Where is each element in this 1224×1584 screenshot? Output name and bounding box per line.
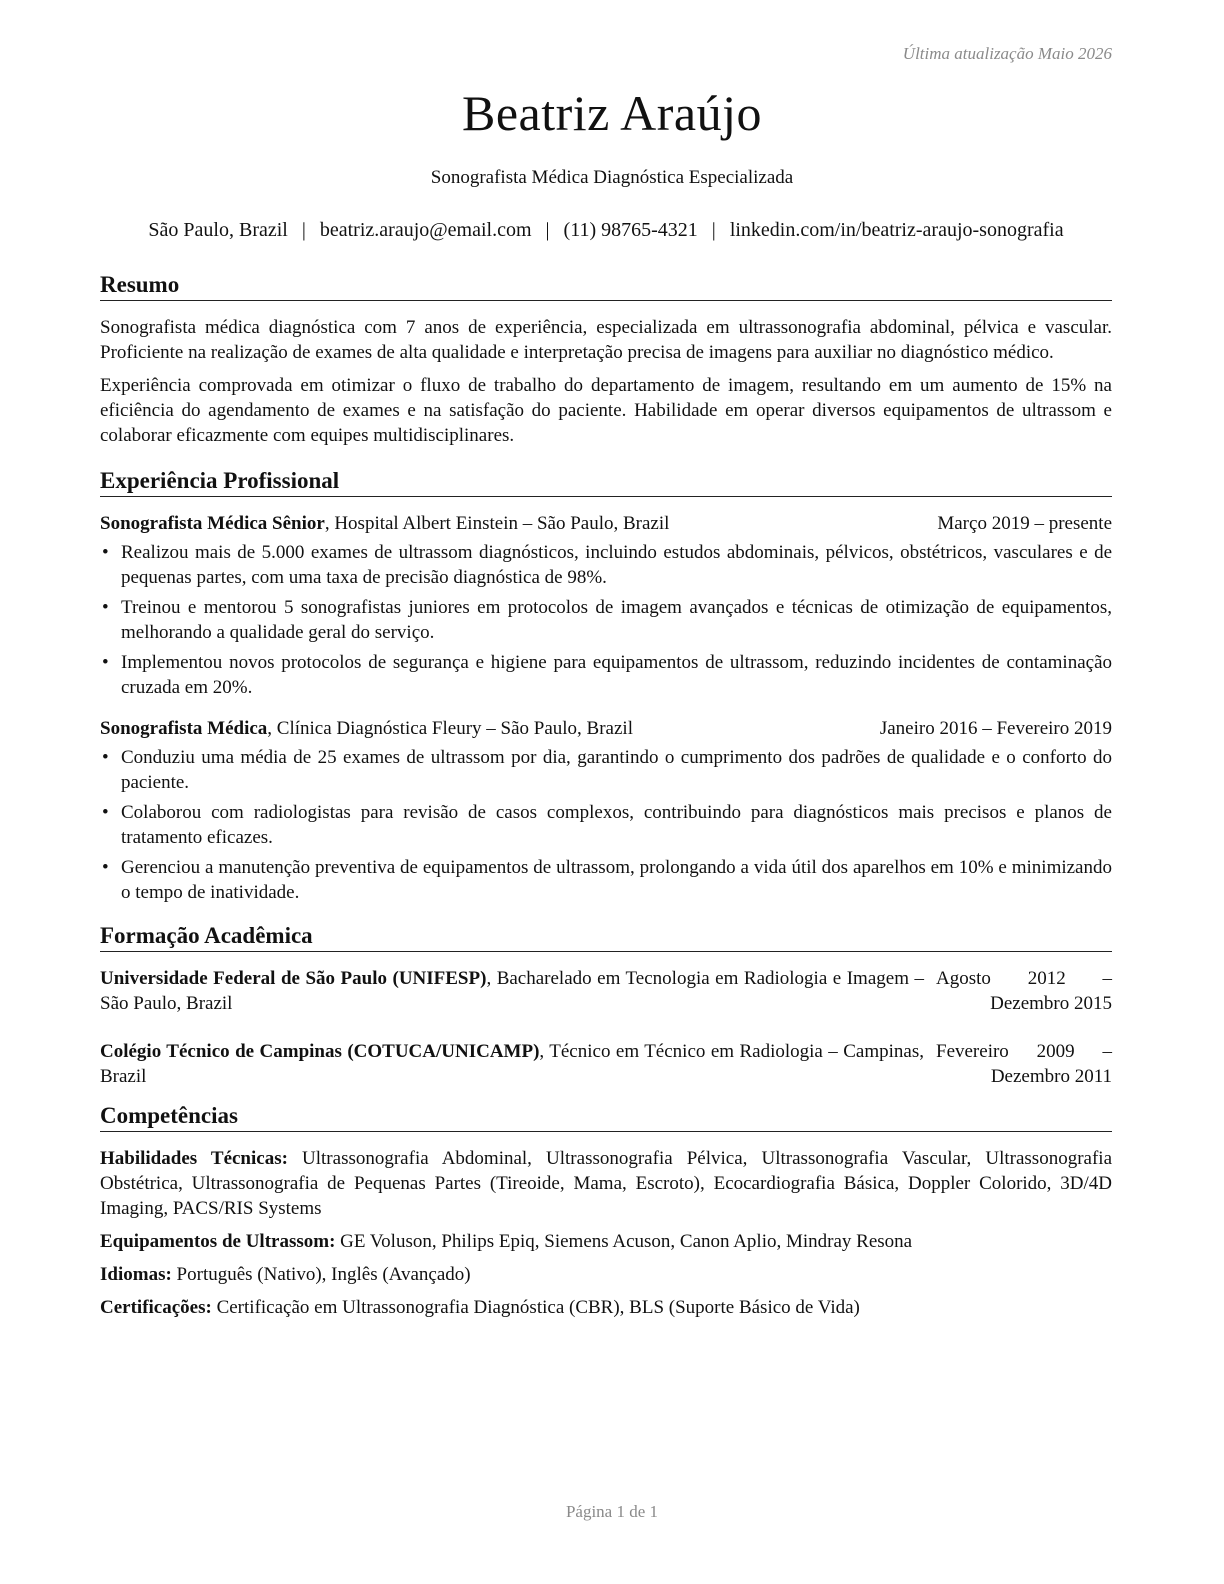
summary-section (100, 270, 1112, 448)
job-header (100, 511, 1112, 536)
contact-email[interactable]: beatriz.araujo@email.com (319, 219, 532, 241)
skill-label: Equipamentos de Ultrassom: (100, 1231, 336, 1252)
skill-value: Ultrassonografia Abdominal, Ultrassonografia Pélvica, Ultrassonografia Vascular, Ultrassonografia Obstétrica, Ultrassonografia de Pequenas Partes (Tireoide, Mama, Escroto), Ecocardiografia Básica, Doppler Colorido, 3D/4D Imaging, PACS/RIS Systems (100, 1148, 1112, 1219)
candidate-name: Beatriz Araújo (462, 85, 762, 141)
skill-line (100, 1229, 1112, 1254)
job-role: Sonografista Médica Sênior (100, 513, 325, 534)
last-updated: Última atualização Maio 2026 (902, 44, 1112, 63)
contact-linkedin[interactable]: linkedin.com/in/beatriz-araujo-sonografia (729, 219, 1064, 241)
page-number: Página 1 de 1 (565, 1502, 659, 1521)
resume-content (100, 270, 1112, 1328)
job-bullet: • Implementou novos protocolos de segurança e higiene para equipamentos de ultrassom, reduzindo incidentes de contaminação cruzada em 20%. (100, 650, 1112, 700)
job-dates: Março 2019 – presente (937, 513, 1112, 534)
education-school: Colégio Técnico de Campinas (COTUCA/UNICAMP) (100, 1041, 540, 1062)
skill-label: Certificações: (100, 1297, 212, 1318)
job-bullet: • Treinou e mentorou 5 sonografistas juniores em protocolos de imagem avançados e técnicas de otimização de equipamentos, melhorando a qualidade geral do serviço. (100, 595, 1112, 645)
skills-section (100, 1101, 1112, 1320)
contact-separator: | (545, 219, 550, 241)
education-detail: , Bacharelado em Tecnologia em Radiologia e Imagem – São Paulo, Brazil (100, 968, 924, 1014)
skill-line (100, 1295, 1112, 1320)
job-organization: , Clínica Diagnóstica Fleury – São Paulo, Brazil (267, 718, 633, 739)
section-title-experience: Experiência Profissional (100, 466, 1112, 497)
education-entry (100, 966, 1112, 1016)
job-bullet: • Gerenciou a manutenção preventiva de equipamentos de ultrassom, prolongando a vida útil dos aparelhos em 10% e minimizando o tempo de inatividade. (100, 855, 1112, 905)
headline: Sonografista Médica Diagnóstica Especializada (430, 167, 794, 188)
job-bullet: • Colaborou com radiologistas para revisão de casos complexos, contribuindo para diagnósticos mais precisos e planos de tratamento eficazes. (100, 800, 1112, 850)
job-entry (100, 511, 1112, 700)
education-section (100, 921, 1112, 1089)
contact-separator: | (301, 219, 306, 241)
job-header (100, 716, 1112, 741)
job-bullet: • Conduziu uma média de 25 exames de ultrassom por dia, garantindo o cumprimento dos padrões de qualidade e o conforto do paciente. (100, 745, 1112, 795)
job-entry (100, 716, 1112, 905)
job-bullets (100, 745, 1112, 905)
section-title-summary: Resumo (100, 270, 1112, 301)
skill-line (100, 1262, 1112, 1287)
summary-paragraph: Sonografista médica diagnóstica com 7 anos de experiência, especializada em ultrassonografia abdominal, pélvica e vascular. Proficiente na realização de exames de alta qualidade e interpretação precisa de imagens para auxiliar no diagnóstico médico. (100, 317, 1112, 363)
education-dates: Agosto 2012 – Dezembro 2015 (936, 968, 1112, 1014)
job-organization: , Hospital Albert Einstein – São Paulo, Brazil (324, 513, 670, 534)
job-bullet: • Realizou mais de 5.000 exames de ultrassom diagnósticos, incluindo estudos abdominais, pélvicos, obstétricos, vasculares e de pequenas partes, com uma taxa de precisão diagnóstica de 98%. (100, 540, 1112, 590)
job-bullets (100, 540, 1112, 700)
summary-paragraph: Experiência comprovada em otimizar o fluxo de trabalho do departamento de imagem, resultando em um aumento de 15% na eficiência do agendamento de exames e na satisfação do paciente. Habilidade em operar diversos equipamentos de ultrassom e colaborar eficazmente com equipes multidisciplinares. (100, 375, 1112, 446)
education-detail: , Técnico em Técnico em Radiologia – Campinas, Brazil (100, 1041, 924, 1087)
skill-value: Certificação em Ultrassonografia Diagnóstica (CBR), BLS (Suporte Básico de Vida) (211, 1297, 860, 1318)
contact-line (100, 219, 1112, 242)
section-title-education: Formação Acadêmica (100, 921, 1112, 952)
section-title-skills: Competências (100, 1101, 1112, 1132)
job-dates: Janeiro 2016 – Fevereiro 2019 (879, 718, 1112, 739)
education-school: Universidade Federal de São Paulo (UNIFESP) (100, 968, 487, 989)
skill-value: GE Voluson, Philips Epiq, Siemens Acuson, Canon Aplio, Mindray Resona (335, 1231, 913, 1252)
education-dates: Fevereiro 2009 – Dezembro 2011 (936, 1041, 1112, 1087)
skill-line (100, 1146, 1112, 1221)
contact-location: São Paulo, Brazil (148, 219, 288, 241)
skill-value: Português (Nativo), Inglês (Avançado) (171, 1264, 471, 1285)
education-entry (100, 1039, 1112, 1089)
skill-label: Idiomas: (100, 1264, 172, 1285)
experience-section (100, 466, 1112, 905)
skill-label: Habilidades Técnicas: (100, 1148, 288, 1169)
contact-separator: | (711, 219, 716, 241)
contact-phone[interactable]: (11) 98765-4321 (563, 219, 698, 241)
job-role: Sonografista Médica (100, 718, 268, 739)
